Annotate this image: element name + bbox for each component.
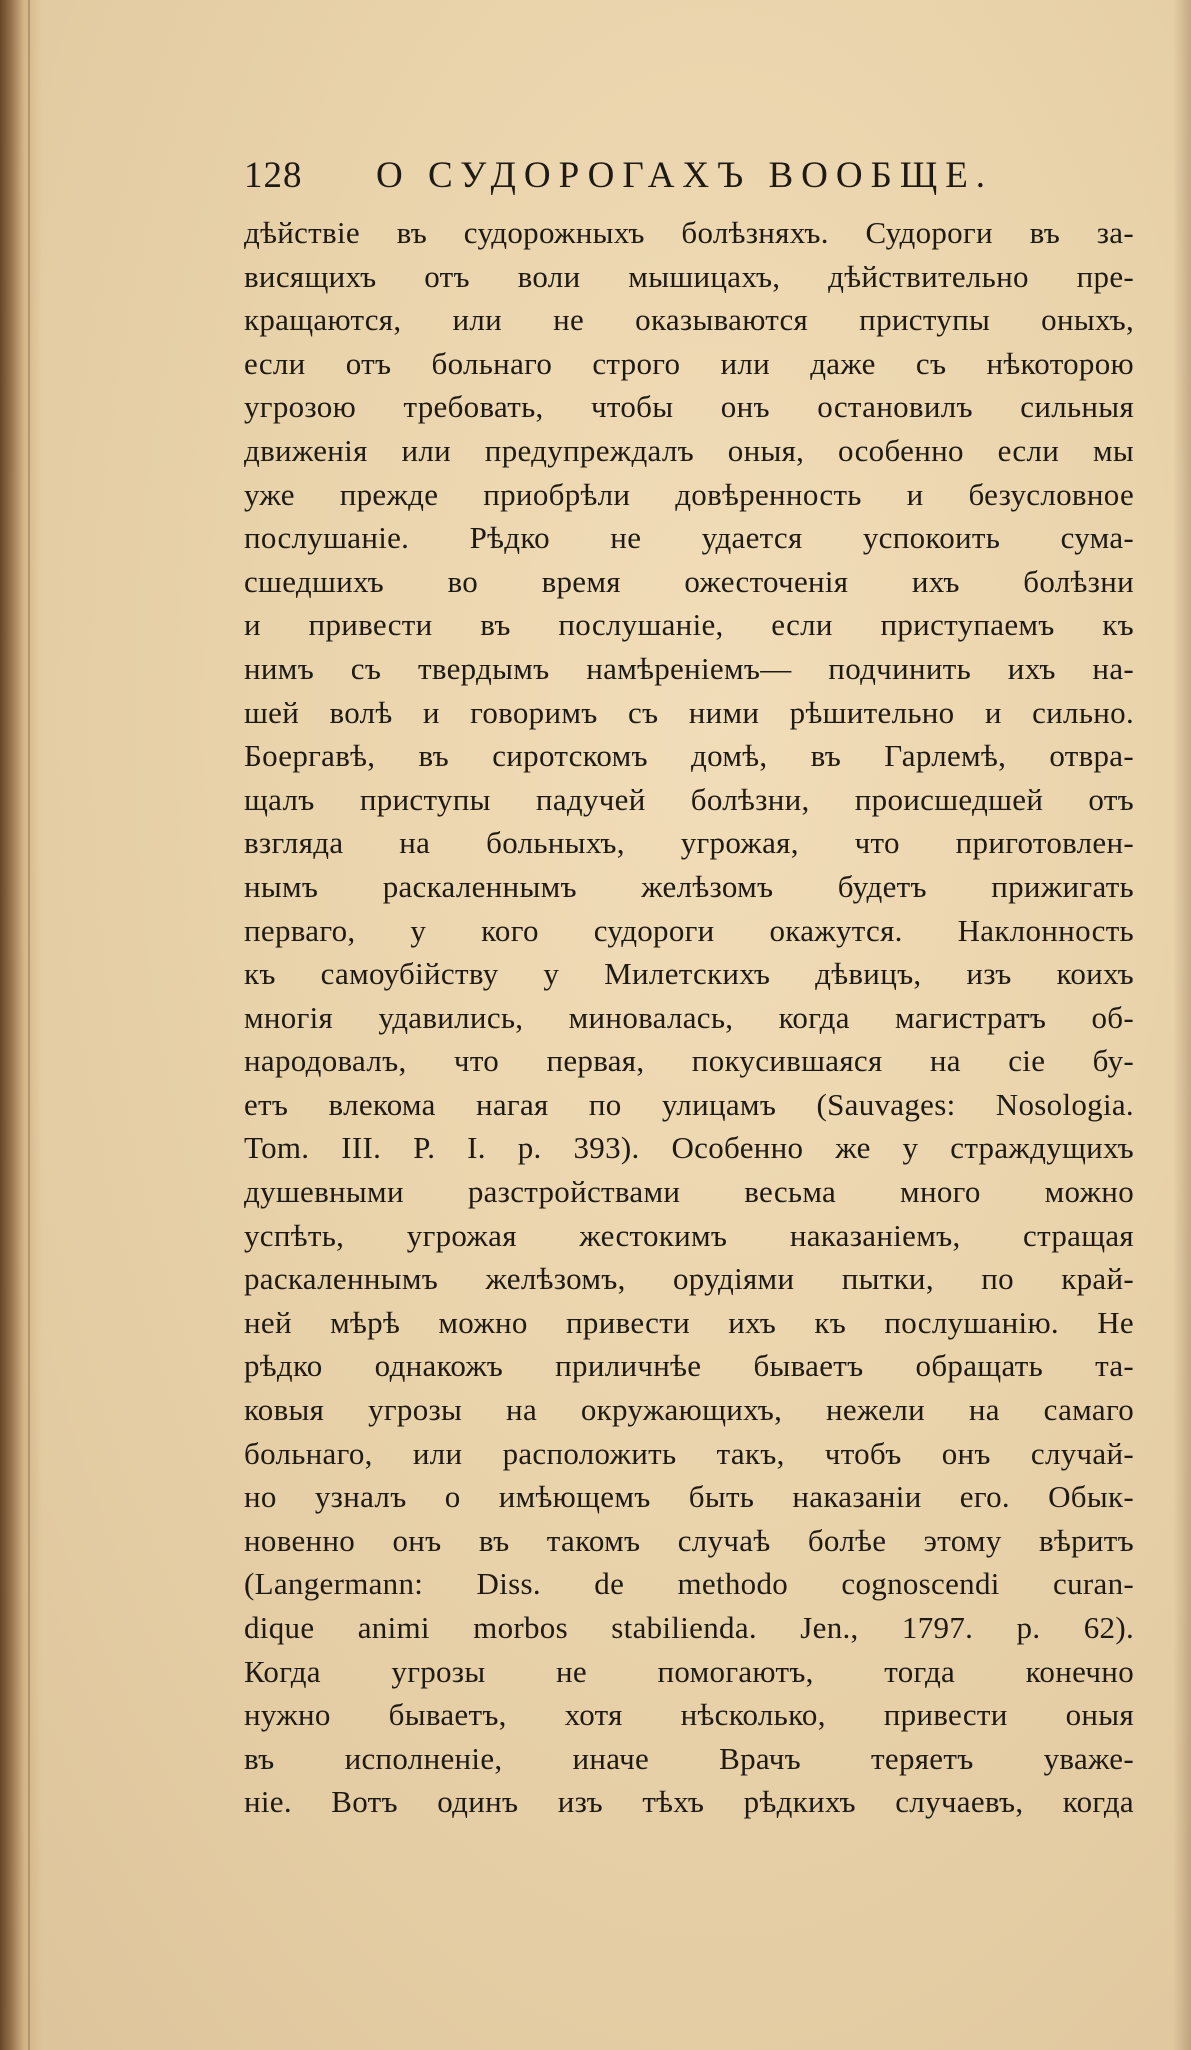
text-line: но узналъ о имѣющемъ быть наказаніи его. Обык- [244, 1479, 1134, 1515]
text-line: больнаго, или расположить такъ, чтобъ онъ случай- [244, 1435, 1134, 1471]
text-line: если отъ больнаго строго или даже съ нѣкоторою [244, 345, 1134, 381]
text-line: движенія или предупреждалъ оныя, особенно если мы [244, 432, 1134, 468]
body-text [244, 211, 1134, 1824]
text-line: щалъ приступы падучей болѣзни, происшедшей отъ [244, 781, 1134, 817]
text-line: висящихъ отъ воли мышицахъ, дѣйствительно пре- [244, 258, 1134, 294]
text-line: Когда угрозы не помогаютъ, тогда конечно [244, 1653, 1134, 1689]
text-line: кращаются, или не оказываются приступы оныхъ, [244, 302, 1134, 338]
text-line: взгляда на больныхъ, угрожая, что приготовлен- [244, 825, 1134, 861]
page-spine-shadow [28, 0, 30, 2050]
text-line: нимъ съ твердымъ намѣреніемъ— подчинить ихъ на- [244, 650, 1134, 686]
text-line: въ исполненіе, иначе Врачъ теряетъ уваже- [244, 1740, 1134, 1776]
text-line: етъ влекома нагая по улицамъ (Sauvages: Nosologia. [244, 1086, 1134, 1122]
text-line: сшедшихъ во время ожесточенія ихъ болѣзни [244, 563, 1134, 599]
text-line: дѣйствіе въ судорожныхъ болѣзняхъ. Судороги въ за- [244, 215, 1134, 250]
text-line: угрозою требовать, чтобы онъ остановилъ сильныя [244, 389, 1134, 425]
text-line: dique animi morbos stabilienda. Jen., 1797. p. 62). [244, 1610, 1134, 1645]
text-line: (Langermann: Diss. de methodo cognoscendi curan- [244, 1566, 1134, 1602]
text-line: къ самоубійству у Милетскихъ дѣвицъ, изъ коихъ [244, 956, 1134, 992]
text-line: нужно бываетъ, хотя нѣсколько, привести оныя [244, 1697, 1134, 1733]
text-line: народовалъ, что первая, покусившаяся на сіе бу- [244, 1043, 1134, 1079]
page-header [244, 150, 1144, 202]
text-line: перваго, у кого судороги окажутся. Наклонность [244, 912, 1134, 948]
text-line: нымъ раскаленнымъ желѣзомъ будетъ прижигать [244, 868, 1134, 904]
text-line: шей волѣ и говоримъ съ ними рѣшительно и сильно. [244, 694, 1134, 730]
page-number: 128 [244, 155, 303, 196]
text-line: рѣдко однакожъ приличнѣе бываетъ обращать та- [244, 1348, 1134, 1384]
text-line: раскаленнымъ желѣзомъ, орудіями пытки, по край- [244, 1261, 1134, 1297]
text-line: успѣть, угрожая жестокимъ наказаніемъ, стращая [244, 1217, 1134, 1253]
text-line: и привести въ послушаніе, если приступаемъ къ [244, 607, 1134, 643]
text-line: ковыя угрозы на окружающихъ, нежели на самаго [244, 1392, 1134, 1428]
text-line: Боергавѣ, въ сиротскомъ домѣ, въ Гарлемѣ, отвра- [244, 738, 1134, 774]
text-line: Tom. III. P. I. p. 393). Особенно же у страждущихъ [244, 1130, 1134, 1166]
text-line: уже прежде приобрѣли довѣренность и безусловное [244, 476, 1134, 512]
text-line: ней мѣрѣ можно привести ихъ къ послушанію. Не [244, 1304, 1134, 1340]
text-line: душевными разстройствами весьма много можно [244, 1174, 1134, 1210]
running-head: О СУДОРОГАХЪ ВООБЩЕ. [376, 155, 994, 196]
text-line: многія удавились, миновалась, когда магистратъ об- [244, 999, 1134, 1035]
page-edge-shadow [1173, 0, 1191, 2050]
text-line: новенно онъ въ такомъ случаѣ болѣе этому вѣритъ [244, 1522, 1134, 1558]
text-line: послушаніе. Рѣдко не удается успокоить сума- [244, 520, 1134, 556]
text-line: ніе. Вотъ одинъ изъ тѣхъ рѣдкихъ случаевъ, когда [244, 1784, 1134, 1820]
